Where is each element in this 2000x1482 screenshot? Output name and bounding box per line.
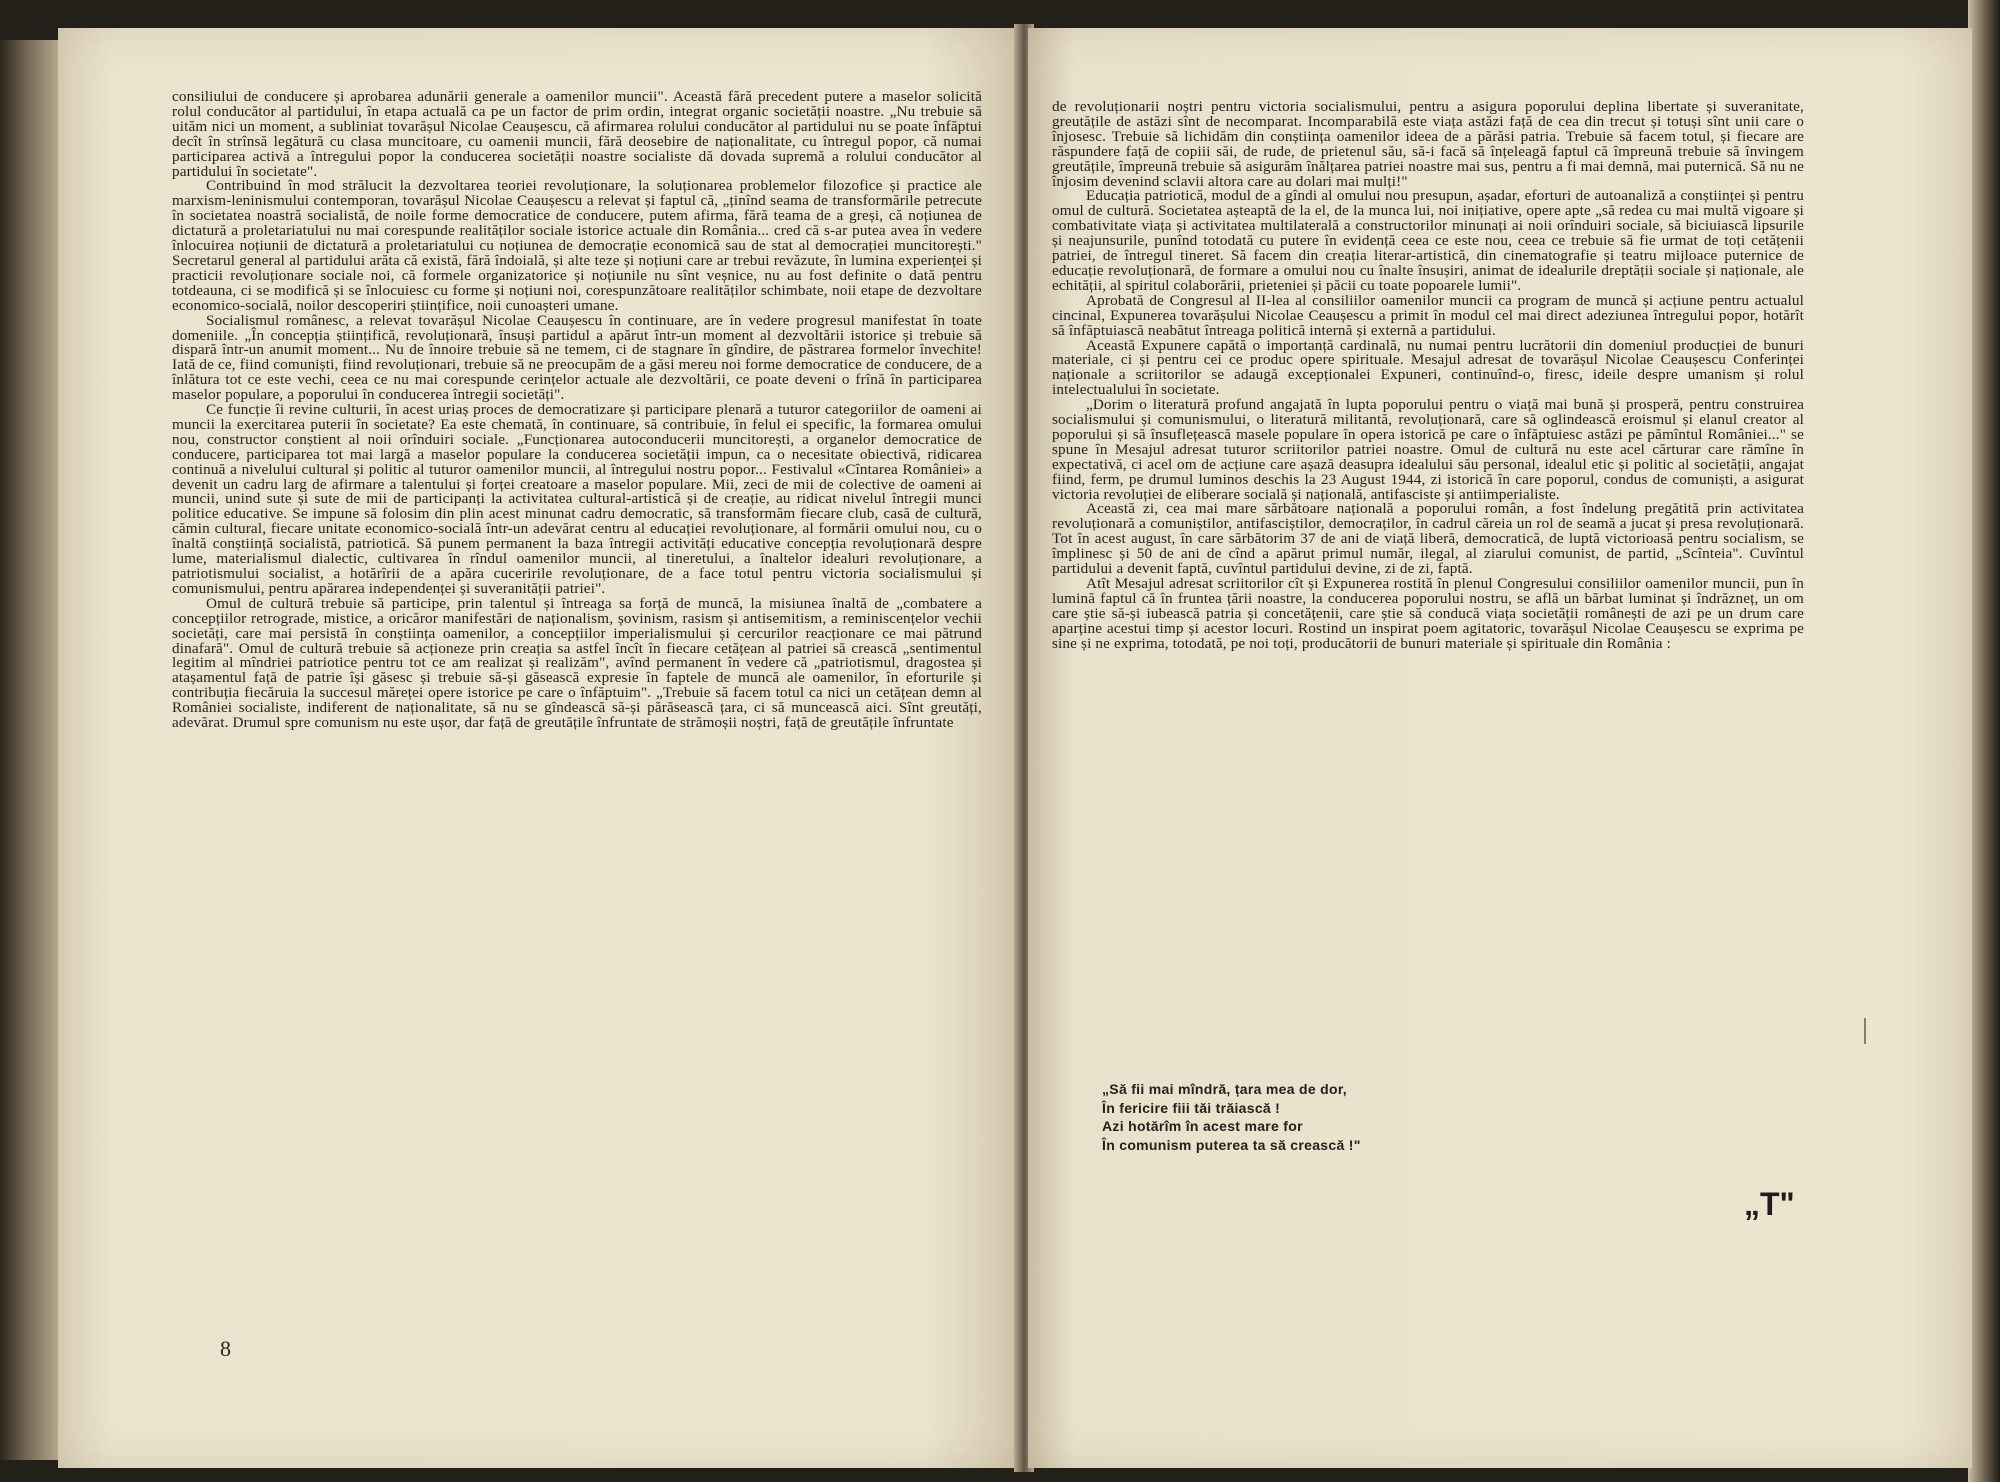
book-edge-right xyxy=(1968,0,2000,1482)
poem-line: „Să fii mai mîndră, țara mea de dor, xyxy=(1102,1081,1347,1097)
paragraph: Atît Mesajul adresat scriitorilor cît și Expunerea rostită în plenul Congresului consiliilor oamenilor muncii, pun în lumină faptul că în fruntea țării noastre, la conducerea poporului nostru, se află un bărbat luminat și îndrăzneț, un om care știe să-și iubească patria și concetățenii, care știe să conducă viața societății românești de azi pe un drum care aparține acestui timp și acestor locuri. Rostind un inspirat poem agitatoric, tovarășul Nicolae Ceaușescu se exprima pe sine și ne exprima, totodată, pe noi toți, producătorii de bunuri materiale și spirituale din România : xyxy=(1052,575,1804,652)
poem-line: În fericire fiii tăi trăiască ! xyxy=(1102,1099,1281,1116)
paragraph: Ce funcție îi revine culturii, în acest uriaș proces de democratizare și participare plenară a tuturor categoriilor de oameni ai muncii la exercitarea puterii în societate? Ea este chemată, în continuare, să contribuie, în felul ei specific, la formarea omului nou, constructor conștient al noii orînduiri sociale. „Funcționarea autoconducerii muncitorești, a organelor democratice de conducere, participarea tot mai largă a maselor populare la conducerea societății impun, ca o necesitate obiectivă, ridicarea continuă a nivelului cultural și politic al tuturor oamenilor muncii, al întregului nostru popor... Festivalul «Cîntarea României» a devenit un cadru larg de afirmare a talentului și forței creatoare a maselor populare. Mii, zeci de mii de colective de oameni ai muncii, unind sute și sute de mii de participanți la activitatea cultural-artistică și de creație, au ridicat nivelul întregii munci politice educative. Se impune să folosim din plin acest minunat cadru democratic, să transformăm fiecare club, casă de cultură, cămin cultural, fiecare unitate economico-socială într-un adevărat centru al educației revoluționare, al formării omului nou, cu o înaltă conștiință socialistă, patriotică. Să punem permanent la baza întregii activități educative concepția revoluționară despre lume, materialismul dialectic, cultivarea în rîndul oamenilor muncii, al tineretului, a înaltelor idealuri revoluționare, a patriotismului socialist, a hotărîrii de a apăra cuceririle revoluționare, de a face totul pentru victoria socialismului și comunismului, pentru apărarea independenței și suveranității patriei". xyxy=(172,401,982,597)
page-number: 8 xyxy=(220,1336,231,1361)
paragraph: de revoluționarii noștri pentru victoria socialismului, pentru a asigura poporului deplina libertate și suveranitate, greutățile de astăzi sînt de necomparat. Incomparabilă este viața astăzi față de cea din trecut și totuși sînt unii care o înjosesc. Trebuie să lichidăm din conștiința oamenilor ideea de a părăsi patria. Trebuie să facem totul, și fiecare are răspundere față de copiii săi, de rude, de prietenul său, să-i facă să înțeleagă faptul că împreună trebuie să învingem greutățile, împreună trebuie să asigurăm înălțarea patriei noastre mai sus, pentru a fi mai demnă, mai puternică. Să nu ne înjosim devenind sclavii altora care au dolari mai mulți!" xyxy=(1052,98,1804,190)
paragraph: Această Expunere capătă o importanță cardinală, nu numai pentru lucrătorii din domeniul producției de bunuri materiale, ci și pentru cei ce produc opere spirituale. Mesajul adresat de tovarășul Nicolae Ceaușescu Conferinței naționale a scriitorilor se adaugă excepționalei Expuneri, continuînd-o, firesc, ideile despre umanism și rolul intelectualului în societate. xyxy=(1052,336,1804,399)
paragraph: Această zi, cea mai mare sărbătoare națională a poporului român, a fost îndelung pregătită prin activitatea revoluționară a comuniștilor, antifasciștilor, democraților, în cadrul căreia un rol de seamă a jucat și presa revoluționară. Tot în acest august, în care sărbătorim 37 de ani de viață liberă, democratică, de luptă victorioasă pentru socialism, se împlinesc și 50 de ani de cînd a apărut primul număr, ilegal, al ziarului comunist, de partid, „Scînteia". Cuvîntul partidului a devenit faptă, cuvîntul partidului devine, zi de zi, faptă. xyxy=(1052,500,1804,578)
paragraph: „Dorim o literatură profund angajată în lupta poporului pentru o viață mai bună și prosperă, pentru construirea socialismului și comunismului, o literatură militantă, revoluționară, care să oglindească eroismul și elanul creator al poporului și să însuflețească masele populare în opera istorică pe care o înfăptuiesc astăzi pe pămîntul României..." se spune în Mesajul adresat tuturor scriitorilor patriei noastre. Omul de cultură nu este acel cărturar care rămîne în expectativă, ci acel om de acțiune care așază deasupra idealului său personal, idealul etic și politic al societății, angajat fiind, ferm, pe drumul luminos deschis la 23 August 1944, zi istorică în care poporul, condus de comuniști, a asigurat victoria revoluției de eliberare socială și națională, antifasciste și antiimperialiste. xyxy=(1052,396,1804,503)
author-signature: „T" xyxy=(1744,1186,1795,1222)
poem-line: Azi hotărîm în acest mare for xyxy=(1102,1118,1303,1135)
paragraph: Omul de cultură trebuie să participe, prin talentul și întreaga sa forță de muncă, la misiunea înaltă de „combatere a concepțiilor retrograde, mistice, a oricăror manifestări de naționalism, șovinism, rasism și antisemitism, a reminiscențelor vechii societăți, care mai persistă în conștiința oamenilor, a concepțiilor imperialismului și cercurilor reacționare ce mai pătrund dinafară". Omul de cultură trebuie să acționeze prin creația sa astfel încît în fiecare cetățean al patriei să crească „sentimentul legitim al mîndriei patriotice pentru tot ce am realizat și realizăm", avînd permanent în vedere că „patriotismul, dragostea și atașamentul față de patrie își găsesc și trebuie să-și găsească expresie în faptele de muncă ale oamenilor, în eforturile și contribuția fiecăruia la succesul măreței opere istorice pe care o înfăptuim". „Trebuie să facem totul ca nici un cetățean demn al României socialiste, indiferent de naționalitate, să nu se gîndească să-și părăsească țara, ci să muncească aici. Sînt greutăți, adevărat. Drumul spre comunism nu este ușor, dar față de greutățile înfruntate de strămoșii noștri, față de greutățile înfruntate xyxy=(172,594,982,732)
paragraph: Educația patriotică, modul de a gîndi al omului nou presupun, așadar, eforturi de autoanaliză a conștiinței și pentru omul de cultură. Societatea așteaptă de la el, de la munca lui, noi inițiative, opere apte „să redea cu mai multă vigoare și combativitate viața și activitatea multilaterală a constructorilor minunați ai noii orînduiri sociale, să biciuiască lipsurile și neajunsurile, punînd totodată cu putere în evidență ceea ce este nou, ceea ce trebuie să fie urmat de toți cetățenii patriei, de întregul tineret. Să facem din creația literar-artistică, din cinematografie și teatru mijloace puternice de educație revoluționară, de formare a omului nou cu înalte însușiri, animat de idealurile dreptății sociale și naționale, ale echității, al spiritul colaborării, prieteniei și păcii cu toate popoarele lumii". xyxy=(1052,187,1804,294)
paragraph: Contribuind în mod strălucit la dezvoltarea teoriei revoluționare, la soluționarea problemelor filozofice și practice ale marxism-leninismului contemporan, tovarășul Nicolae Ceaușescu a relevat și faptul că, „ținînd seama de transformările petrecute în societatea noastră socialistă, de noile forme democratice de conducere, putem afirma, fără teama de a greși, că noțiunea de dictatură a proletariatului nu mai corespunde realităților sociale istorice actuale din România... cred că s-ar putea avea în vedere înlocuirea noțiunii de dictatură a proletariatului cu noțiunea de democrație economică sau de stat al democrației muncitorești." Secretarul general al partidului arăta că există, fără îndoială, și alte teze și noțiuni care ar trebui revăzute, în lumina experienței și practicii revoluționare sociale noi, că formele organizatorice și noțiunile nu sînt veșnice, nu au fost definite o dată pentru totdeauna, ci se modifică și se înlocuiesc cu forme și noțiuni noi, corespunzătoare realităților schimbate, noii etape de dezvoltare economico-socială, noilor descoperiri științifice, noii cunoașteri umane. xyxy=(172,177,982,314)
margin-mark xyxy=(1864,1018,1866,1044)
book-edge-left xyxy=(0,40,60,1460)
poem-line: În comunism puterea ta să crească !" xyxy=(1102,1136,1361,1153)
left-page-text xyxy=(172,90,982,731)
paragraph: Aprobată de Congresul al II-lea al consiliilor oamenilor muncii ca program de muncă și acțiune pentru actualul cincinal, Expunerea tovarășului Nicolae Ceaușescu a primit în modul cel mai direct adeziunea întregului popor, hotărît să înfăptuiască neabătut întreaga politică internă și externă a partidului. xyxy=(1052,291,1804,339)
poem-quote xyxy=(1102,1080,1622,1154)
paragraph: consiliului de conducere și aprobarea adunării generale a oamenilor muncii". Această fără precedent putere a maselor solicită rolul conducător al partidului, în etapa actuală ca pe un factor de prim ordin, integrat organic societății noastre. „Nu trebuie să uităm nici un moment, a subliniat tovarășul Nicolae Ceaușescu, că afirmarea rolului conducător al partidului nu se poate înfăptui decît în strînsă legătură cu clasa muncitoare, cu oamenii muncii, fără deosebire de naționalitate, cu întregul popor, că numai participarea activă a întregului popor la conducerea societății noastre socialiste dă dovada supremă a rolului conducător al partidului în societate". xyxy=(172,88,982,180)
paragraph: Socialismul românesc, a relevat tovarășul Nicolae Ceaușescu în continuare, are în vedere progresul manifestat în toate domeniile. „În concepția științifică, revoluționară, însuși partidul a apărut într-un moment al dezvoltării istorice și trebuie să dispară într-un anumit moment... Nu de înnoire trebuie să ne temem, ci de stagnare în gîndire, de păstrarea formelor învechite! Iată de ce, fiind comuniști, fiind revoluționari, trebuie să ne preocupăm de a găsi mereu noi forme democratice de conducere, de a înlătura tot ce este vechi, ceea ce nu mai corespunde cerințelor actuale ale dezvoltării, ce poate deveni o frînă în participarea maselor populare, a poporului în conducerea întregii societăți". xyxy=(172,311,982,404)
right-page-text xyxy=(1052,100,1804,652)
